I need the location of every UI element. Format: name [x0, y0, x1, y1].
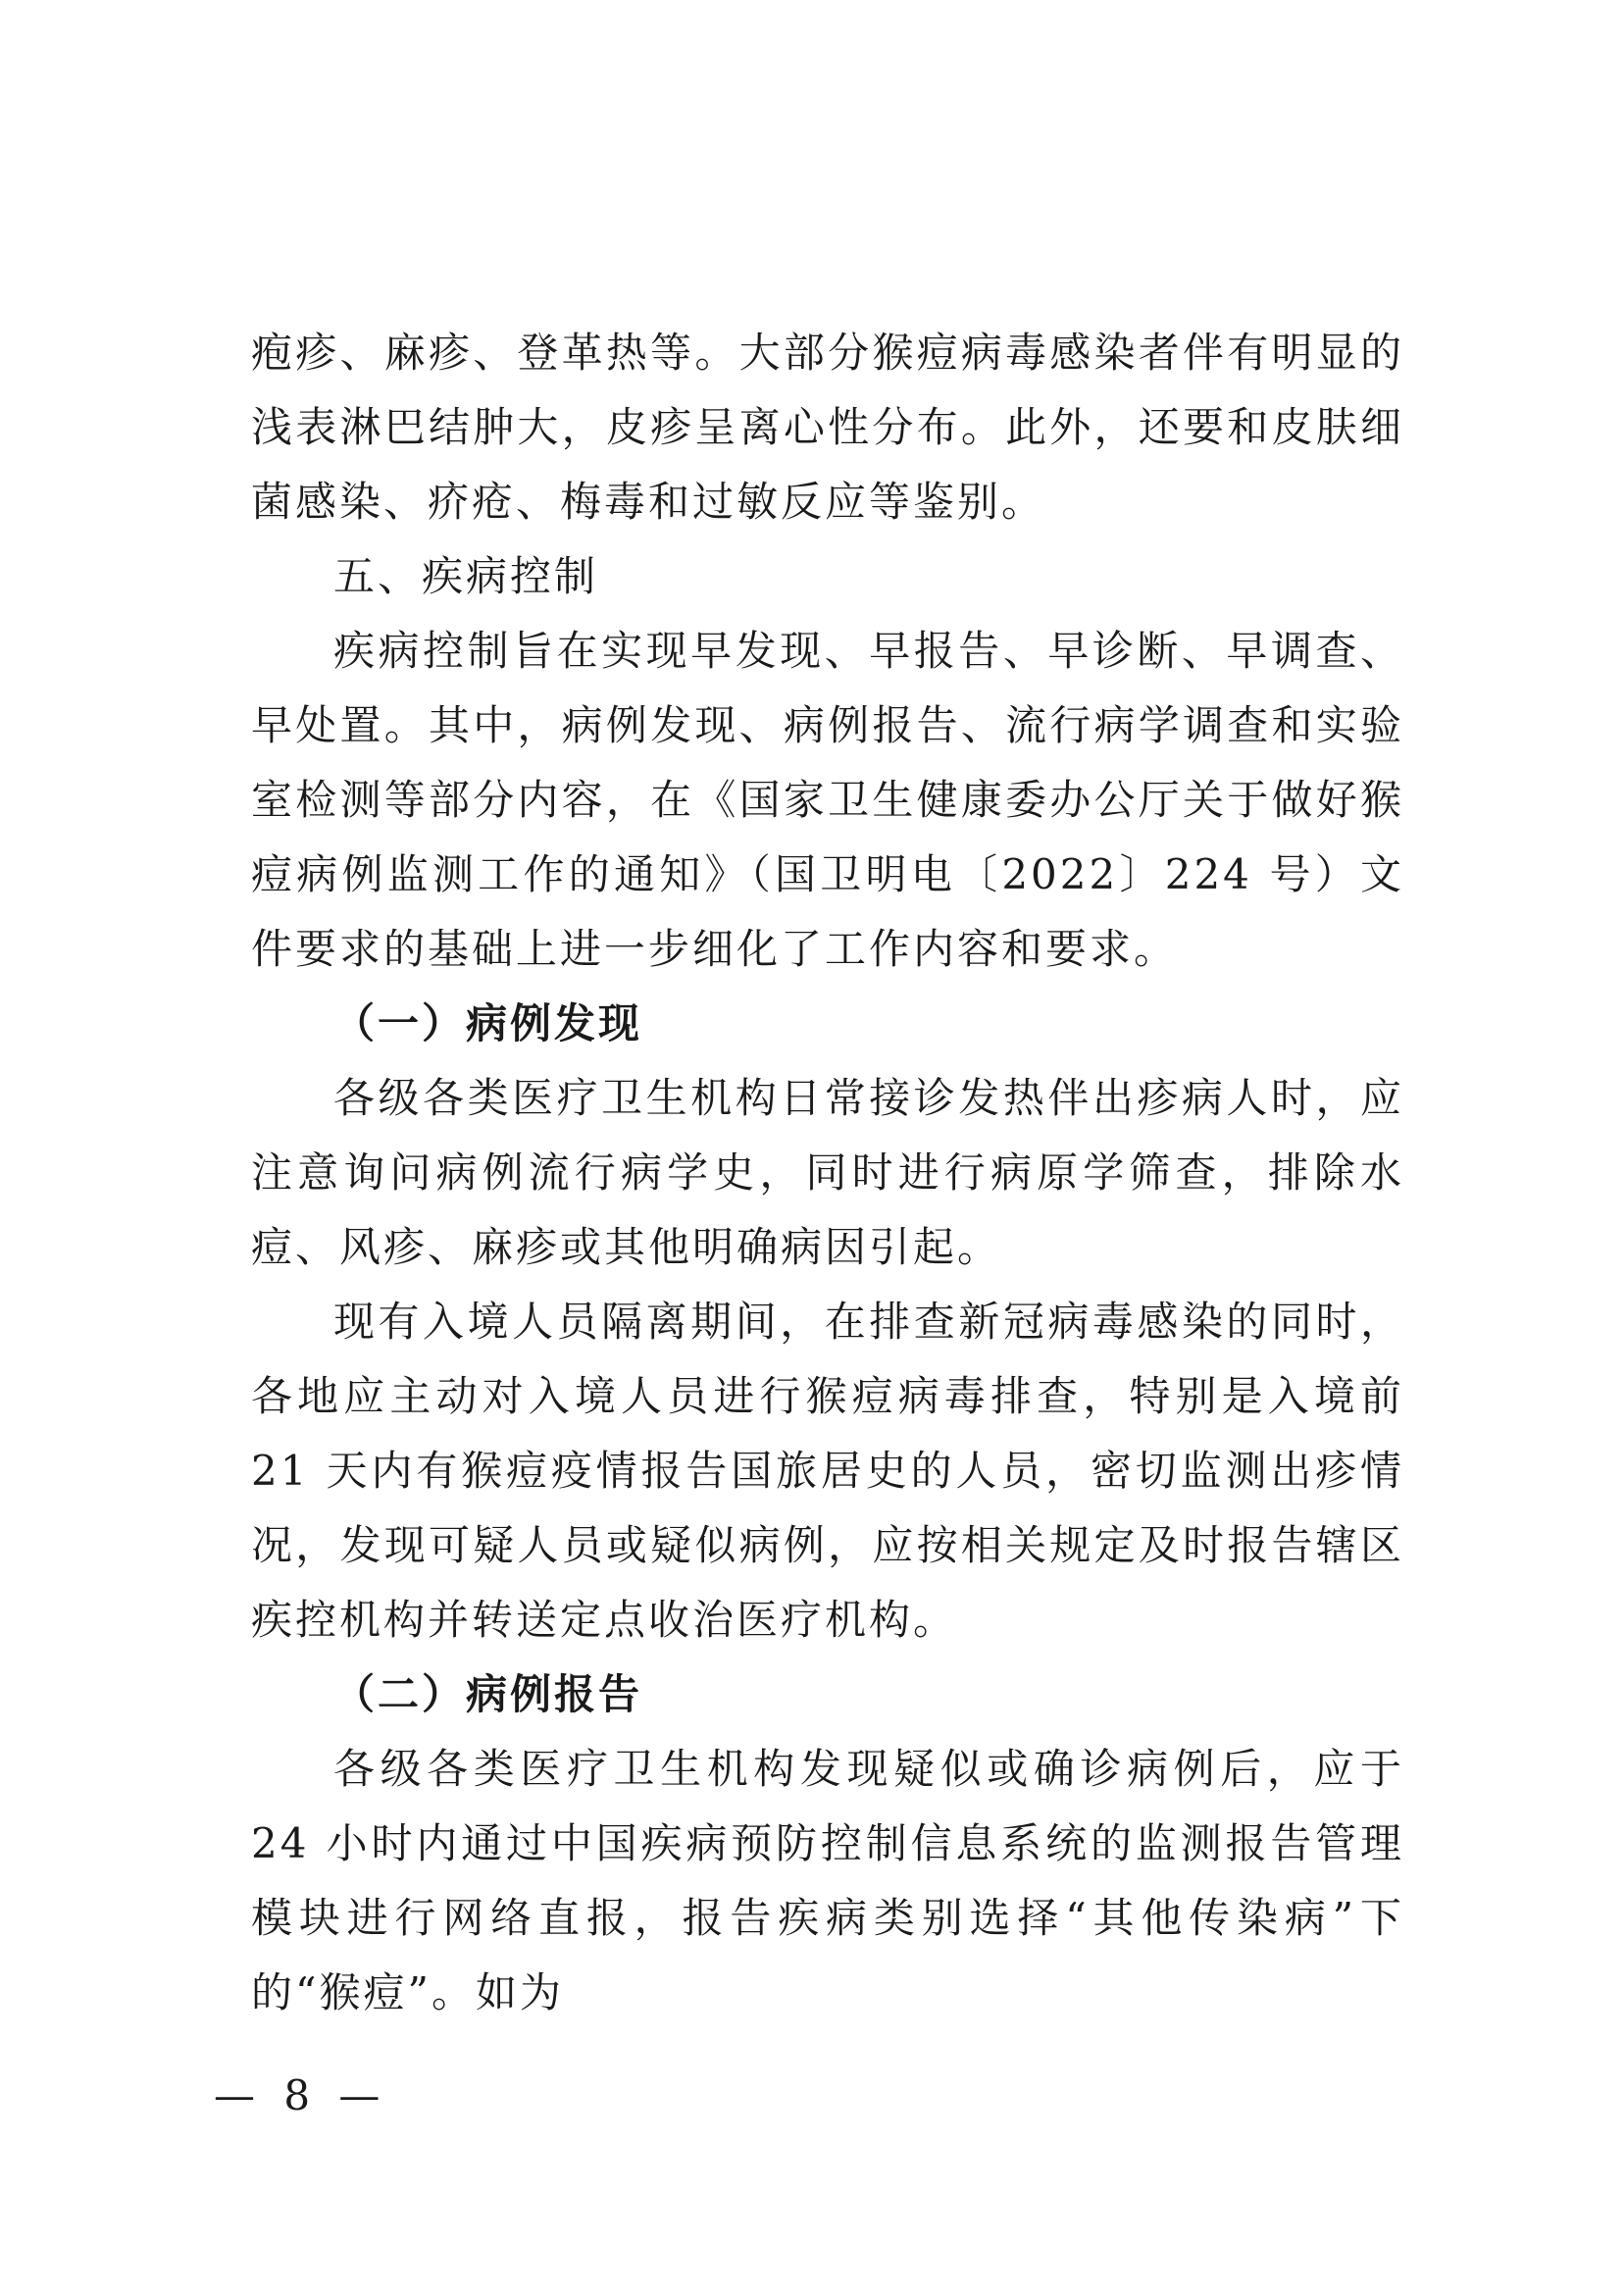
subheading-case-reporting: （二）病例报告: [333, 1670, 643, 1718]
paragraph-case-detection-inbound: 现有入境人员隔离期间，在排查新冠病毒感染的同时，各地应主动对入境人员进行猴痘病毒排查，特别是入境前 21 天内有猴痘疫情报告国旅居史的人员，密切监测出疹情况，发现可疑人员或疑似病例，应按相关规定及时报告辖区疾控机构并转送定点收治医疗机构。: [251, 1298, 1404, 1644]
subheading-case-detection: （一）病例发现: [333, 999, 643, 1047]
section-heading-disease-control: 五、疾病控制: [333, 552, 599, 600]
paragraph-differential-diagnosis: 疱疹、麻疹、登革热等。大部分猴痘病毒感染者伴有明显的浅表淋巴结肿大，皮疹呈离心性分布。此外，还要和皮肤细菌感染、疥疮、梅毒和过敏反应等鉴别。: [251, 329, 1404, 526]
page-number: — 8 —: [214, 2071, 388, 2119]
document-body: [251, 316, 1404, 2030]
paragraph-case-detection-clinics: 各级各类医疗卫生机构日常接诊发热伴出疹病人时，应注意询问病例流行病学史，同时进行病原学筛查，排除水痘、风疹、麻疹或其他明确病因引起。: [251, 1074, 1404, 1271]
paragraph-case-reporting: 各级各类医疗卫生机构发现疑似或确诊病例后，应于 24 小时内通过中国疾病预防控制信息系统的监测报告管理模块进行网络直报，报告疾病类别选择“其他传染病”下的“猴痘”。如为: [251, 1745, 1404, 2016]
paragraph-disease-control-intro: 疾病控制旨在实现早发现、早报告、早诊断、早调查、早处置。其中，病例发现、病例报告、流行病学调查和实验室检测等部分内容，在《国家卫生健康委办公厅关于做好猴痘病例监测工作的通知》（国卫明电〔2022〕224 号）文件要求的基础上进一步细化了工作内容和要求。: [251, 627, 1404, 973]
